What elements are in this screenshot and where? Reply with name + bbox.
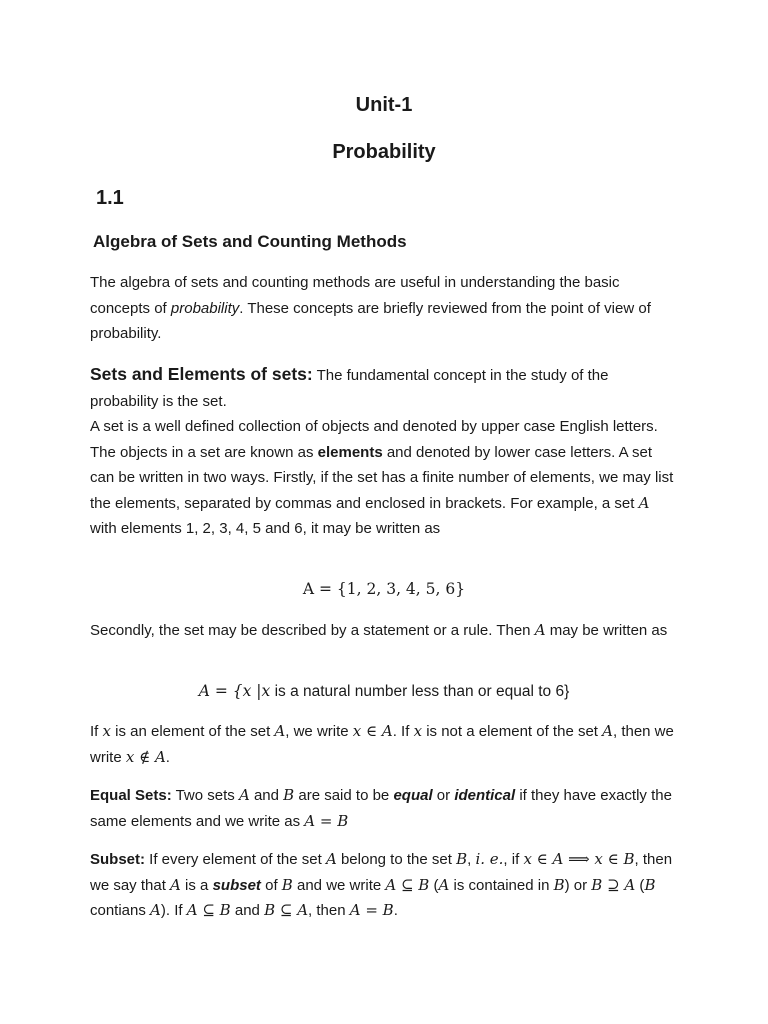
subset-formula-3: B ⊆ A <box>264 901 309 919</box>
rule-equation <box>0 682 768 701</box>
subset-s8: and we write <box>292 876 386 894</box>
element-of-formula: x ∈ A <box>352 722 393 740</box>
equal-sets-s4: or <box>432 787 455 804</box>
equal-sets-s2: and <box>249 787 284 804</box>
section-number: 1.1 <box>96 187 124 209</box>
subset-s15: and <box>230 902 265 919</box>
subset-s11: ) or <box>564 876 592 894</box>
membership-s6: , then we write <box>90 723 674 766</box>
membership-a2: A <box>602 722 613 740</box>
rule-text-post: may be written as <box>545 622 668 639</box>
equal-sets-paragraph <box>90 783 680 834</box>
subset-b2: B <box>281 875 293 894</box>
subset-s10: is contained in <box>449 876 554 894</box>
intro-text-post: . These concepts are briefly reviewed from the point of view of probability. <box>90 299 651 342</box>
subset-s4: , if <box>503 851 524 868</box>
membership-x2: x <box>413 722 423 740</box>
sets-definition-pre: A set is a well defined collection of objects and denoted by upper case English letters. The objects in a set are known as <box>90 418 658 461</box>
subset-term: subset <box>212 876 261 894</box>
rule-set-symbol: A <box>534 621 546 639</box>
equal-sets-b: B <box>283 786 295 804</box>
equal-sets-label: Equal Sets: <box>90 787 172 804</box>
subset-ie: i. e. <box>475 850 504 868</box>
sets-definition-post: and denoted by lower case letters. A set can be written in two ways. Firstly, if the set has a finite number of elements, we may list the elements, separated by commas and enclosed in brackets. For example, a set <box>90 443 674 512</box>
subset-b4: B <box>644 875 656 894</box>
equal-sets-formula: A = B <box>304 811 349 830</box>
subset-s9: ( <box>429 876 439 894</box>
sets-lead-text: The fundamental concept in the study of the probability is the set. <box>90 367 609 410</box>
subset-s12: ( <box>635 876 645 894</box>
subset-s16: , then <box>308 902 350 919</box>
membership-a1: A <box>274 722 286 740</box>
equal-term: equal <box>393 787 433 804</box>
intro-text-pre: The algebra of sets and counting methods are useful in understanding the basic concepts of <box>90 274 620 317</box>
subset-b3: B <box>553 875 565 894</box>
subset-a2: A <box>170 875 181 894</box>
subset-label: Subset: <box>90 851 146 868</box>
subset-s13: contians <box>90 902 151 919</box>
subset-s14: ). If <box>160 902 187 919</box>
membership-s1: If <box>90 723 103 740</box>
subset-s3: , <box>467 851 476 868</box>
subset-s17: . <box>393 902 398 919</box>
subset-s2: belong to the set <box>336 851 457 868</box>
membership-s4: . If <box>392 723 414 740</box>
subset-a4: A <box>150 901 161 919</box>
unit-heading: Unit-1 <box>355 94 413 116</box>
sets-paragraph <box>90 362 680 542</box>
subset-a1: A <box>325 850 337 868</box>
intro-emphasis: probability <box>170 299 240 317</box>
membership-x1: x <box>102 722 111 740</box>
implication-formula: x ∈ A ⟹ x ∈ B <box>523 850 635 868</box>
sets-heading: Sets and Elements of sets: <box>90 364 313 384</box>
rule-equation-math: A = {x |x <box>198 682 271 700</box>
set-example-formula: A = {1, 2, 3, 4, 5, 6} <box>302 580 466 598</box>
intro-paragraph <box>90 270 680 347</box>
sets-definition-tail: with elements 1, 2, 3, 4, 5 and 6, it may be written as <box>90 520 441 537</box>
subset-a3: A <box>438 875 450 894</box>
elements-term: elements <box>317 443 383 461</box>
membership-s5: is not a element of the set <box>422 723 603 740</box>
membership-s2: is an element of the set <box>110 723 275 740</box>
set-symbol: A <box>638 493 650 512</box>
equal-sets-s1: Two sets <box>171 787 239 804</box>
subset-s7: of <box>260 876 282 894</box>
chapter-title: Probability <box>332 141 436 163</box>
subset-s1: If every element of the set <box>145 851 326 868</box>
subset-paragraph <box>90 847 680 924</box>
membership-s7: . <box>165 748 170 766</box>
not-element-of-formula: x ∉ A <box>125 747 166 766</box>
superset-formula: B ⊇ A <box>591 875 636 894</box>
subset-equality-formula: A = B <box>349 901 394 919</box>
subset-s6: is a <box>180 876 213 894</box>
subset-formula: A ⊆ B <box>385 875 430 894</box>
equal-sets-a: A <box>238 786 250 804</box>
subset-formula-2: A ⊆ B <box>186 901 231 919</box>
equal-sets-s5: if they have exactly the same elements and we write as <box>90 787 672 830</box>
rule-paragraph <box>90 618 680 644</box>
identical-term: identical <box>454 787 516 804</box>
membership-s3: , we write <box>285 723 353 740</box>
rule-text-pre: Secondly, the set may be described by a statement or a rule. Then <box>90 622 535 639</box>
set-example-equation <box>0 580 768 599</box>
subset-b1: B <box>456 850 468 868</box>
section-title: Algebra of Sets and Counting Methods <box>93 232 407 251</box>
rule-equation-text: is a natural number less than or equal to 6} <box>270 683 570 700</box>
subset-s5: , then we say that <box>90 851 673 894</box>
membership-paragraph <box>90 719 680 770</box>
equal-sets-s3: are said to be <box>294 787 394 804</box>
